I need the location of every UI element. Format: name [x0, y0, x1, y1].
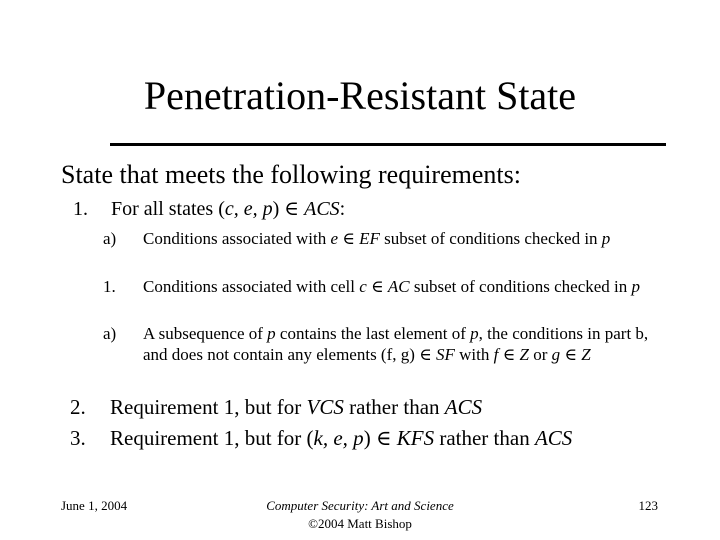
subitem-c	[103, 323, 673, 365]
slide-title: Penetration-Resistant State	[143, 73, 577, 118]
footer-date: June 1, 2004	[61, 498, 128, 513]
requirement-1	[73, 196, 345, 222]
subitem-b	[103, 276, 673, 297]
subitem-text: Conditions associated with cell c ∈ AC subset of conditions checked in p	[143, 277, 641, 296]
requirement-3-number: 3.	[70, 426, 86, 450]
requirement-1-number: 1.	[73, 198, 88, 220]
requirement-1-vars: c, e, p	[224, 198, 273, 220]
requirement-1-suffix: ) ∈	[272, 198, 305, 220]
requirement-1-set: ACS	[304, 198, 340, 220]
requirement-1-prefix: For all states (	[111, 198, 225, 220]
subitem-marker: a)	[103, 229, 117, 248]
subitem-marker: 1.	[103, 277, 116, 296]
subitem-a	[103, 228, 673, 249]
subitem-text: Conditions associated with e ∈ EF subset of conditions checked in p	[143, 229, 611, 248]
title-divider	[110, 143, 666, 146]
footer-center	[210, 497, 510, 533]
intro-text: State that meets the following requirements:	[61, 160, 521, 189]
requirement-2: 2. Requirement 1, but for VCS rather than ACS	[70, 395, 483, 419]
footer-course: Computer Security: Art and Science	[266, 498, 454, 513]
footer-copyright: ©2004 Matt Bishop	[308, 516, 412, 531]
requirement-2-number: 2.	[70, 395, 86, 419]
page-number: 123	[638, 498, 658, 513]
requirement-3: 3. Requirement 1, but for (k, e, p) ∈ KFS rather than ACS	[70, 426, 573, 450]
subitem-marker: a)	[103, 324, 117, 343]
requirement-1-end: :	[339, 198, 346, 220]
subitem-text: A subsequence of p contains the last element of p, the conditions in part b, and does not contain any elements (f, g) ∈ SF with f ∈ Z or g ∈ Z	[143, 324, 649, 364]
